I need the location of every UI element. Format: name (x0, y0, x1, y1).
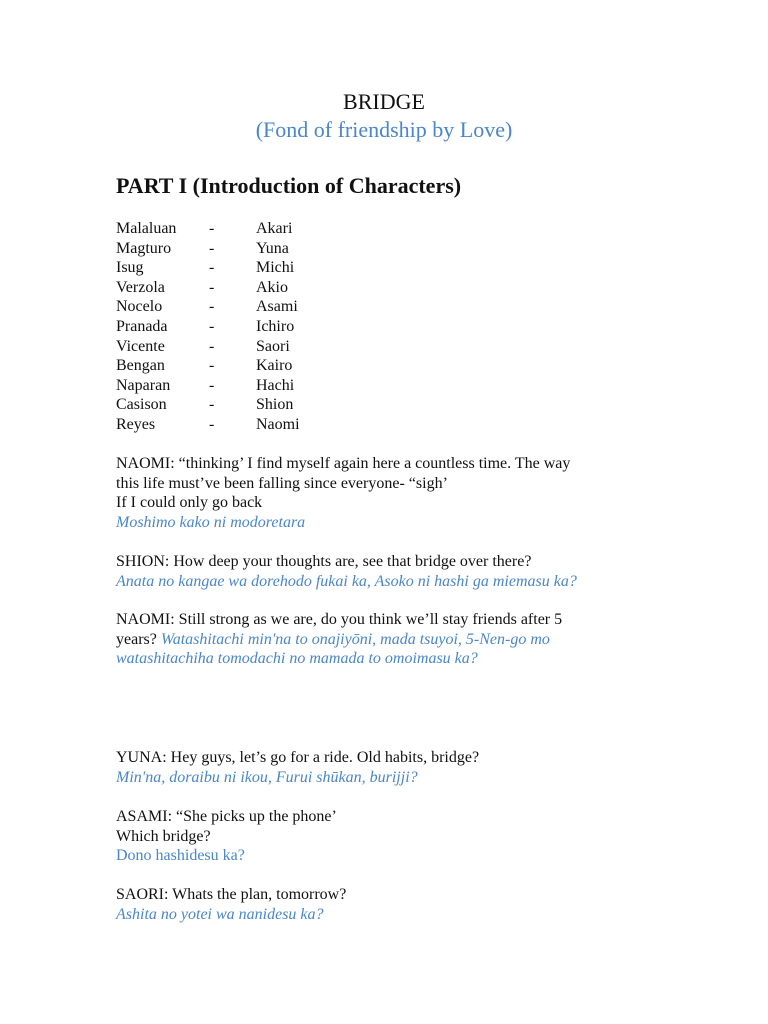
cast-list (116, 219, 376, 435)
cast-character-name: Asami (256, 298, 298, 316)
cast-row (116, 376, 376, 396)
japanese-translation: Moshimo kako ni modoretara (116, 513, 306, 531)
cast-character-name: Akio (256, 278, 288, 296)
dialogue-naomi-1 (116, 454, 676, 532)
cast-row (116, 415, 376, 435)
cast-row (116, 219, 376, 239)
cast-character-name: Naomi (256, 415, 300, 433)
cast-row (116, 337, 376, 357)
document-subtitle: (Fond of friendship by Love) (255, 117, 513, 142)
dialogue-line-start: years? (116, 630, 161, 648)
cast-surname: Isug (116, 259, 144, 277)
dialogue-line-mixed (116, 630, 676, 650)
cast-character-name: Akari (256, 220, 293, 237)
dialogue-asami-1 (116, 807, 676, 866)
cast-character-name: Ichiro (256, 317, 295, 335)
cast-surname: Verzola (116, 278, 165, 296)
japanese-translation: Min'na, doraibu ni ikou, Furui shūkan, burijji? (116, 768, 418, 786)
dialogue-line: If I could only go back (116, 494, 263, 512)
cast-dash: - (209, 298, 215, 316)
cast-dash: - (209, 259, 215, 277)
cast-surname: Naparan (116, 376, 171, 394)
cast-row (116, 258, 376, 278)
cast-row (116, 297, 376, 317)
dialogue-line: YUNA: Hey guys, let’s go for a ride. Old habits, bridge? (116, 749, 480, 766)
dialogue-line: NAOMI: Still strong as we are, do you think we’ll stay friends after 5 (116, 611, 563, 628)
cast-surname: Malaluan (116, 220, 177, 237)
dialogue-line: this life must’ve been falling since everyone- “sigh’ (116, 474, 448, 492)
cast-surname: Pranada (116, 317, 168, 335)
dialogue-shion-1 (116, 552, 676, 591)
cast-row (116, 317, 376, 337)
cast-character-name: Yuna (256, 239, 289, 257)
cast-dash: - (209, 357, 215, 375)
japanese-translation: Anata no kangae wa dorehodo fukai ka, Asoko ni hashi ga miemasu ka? (116, 572, 577, 590)
dialogue-saori-1 (116, 885, 676, 924)
cast-dash: - (209, 415, 215, 433)
cast-character-name: Michi (256, 259, 295, 277)
japanese-translation-inline: Watashitachi min'na to onajiyōni, mada tsuyoi, 5-Nen-go mo (160, 630, 550, 648)
cast-surname: Casison (116, 396, 167, 414)
document-title: BRIDGE (343, 89, 425, 114)
dialogue-yuna-1 (116, 748, 676, 787)
cast-dash: - (209, 220, 215, 237)
dialogue-line: NAOMI: “thinking’ I find myself again here a countless time. The way (116, 455, 571, 472)
cast-dash: - (209, 337, 215, 355)
dialogue-line: Which bridge? (116, 827, 211, 845)
cast-surname: Bengan (116, 357, 165, 375)
cast-row (116, 239, 376, 259)
dialogue-line: SAORI: Whats the plan, tomorrow? (116, 886, 347, 903)
cast-surname: Vicente (116, 337, 165, 355)
cast-character-name: Hachi (256, 376, 295, 394)
cast-surname: Reyes (116, 415, 156, 433)
cast-surname: Nocelo (116, 298, 163, 316)
dialogue-naomi-2 (116, 610, 676, 669)
cast-row (116, 356, 376, 376)
cast-character-name: Shion (256, 396, 294, 414)
cast-dash: - (209, 317, 215, 335)
dialogue-line: ASAMI: “She picks up the phone’ (116, 808, 337, 825)
part-heading: PART I (Introduction of Characters) (116, 173, 462, 198)
japanese-translation: Ashita no yotei wa nanidesu ka? (116, 905, 324, 923)
cast-dash: - (209, 376, 215, 394)
cast-row (116, 395, 376, 415)
cast-character-name: Saori (256, 337, 290, 355)
dialogue-line: SHION: How deep your thoughts are, see that bridge over there? (116, 553, 532, 570)
cast-dash: - (209, 396, 215, 414)
cast-dash: - (209, 278, 215, 296)
cast-row (116, 278, 376, 298)
cast-dash: - (209, 239, 215, 257)
cast-character-name: Kairo (256, 357, 293, 375)
japanese-translation: watashitachiha tomodachi no mamada to omoimasu ka? (116, 650, 478, 668)
cast-surname: Magturo (116, 239, 172, 257)
japanese-translation: Dono hashidesu ka? (116, 847, 245, 865)
